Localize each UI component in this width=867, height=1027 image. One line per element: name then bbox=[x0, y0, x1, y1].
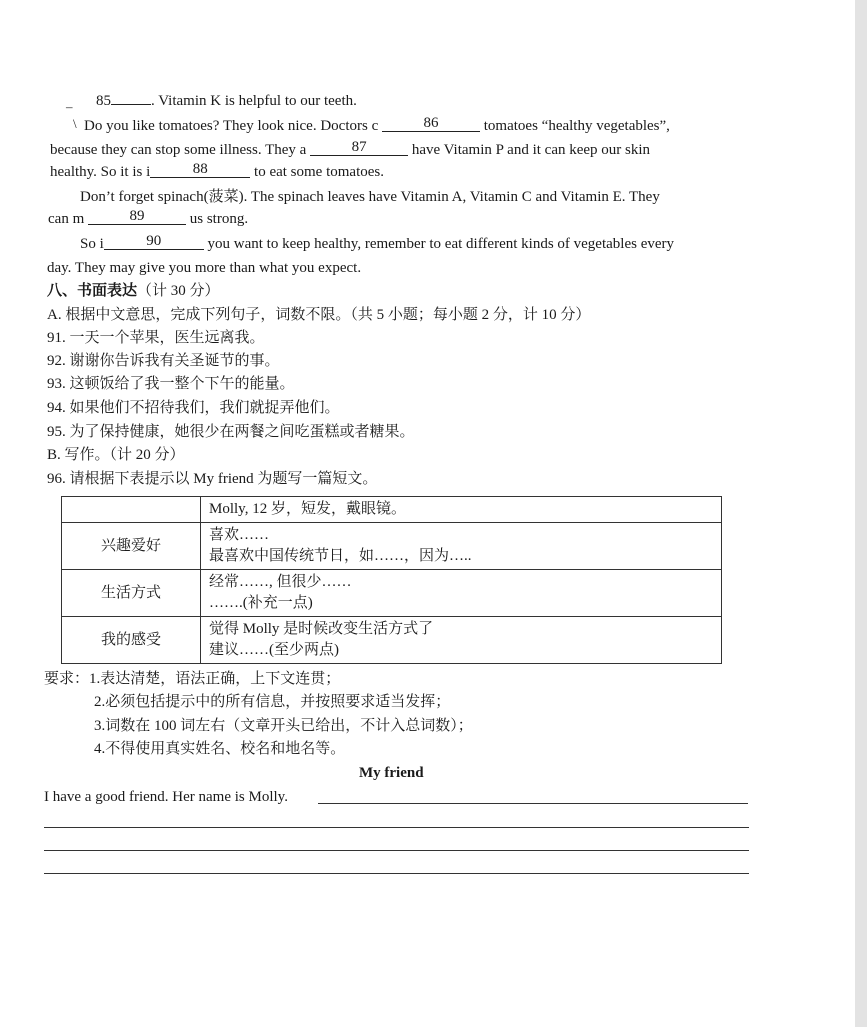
cloze-p3-line2: can m 89 us strong. bbox=[48, 208, 249, 227]
table-label bbox=[62, 497, 201, 523]
question-96: 96. 请根据下表提示以 My friend 为题写一篇短文。 bbox=[47, 471, 378, 487]
writing-line[interactable] bbox=[44, 873, 749, 874]
requirement-3: 3.词数在 100 词左右（文章开头已给出，不计入总词数）； bbox=[94, 718, 473, 734]
writing-line[interactable] bbox=[44, 850, 749, 851]
cloze-p4-line2: day. They may give you more than what you expect. bbox=[47, 260, 362, 276]
margin-mark: \ bbox=[73, 116, 77, 131]
blank-87: 87 bbox=[351, 139, 367, 155]
writing-line[interactable] bbox=[44, 827, 749, 828]
page-edge-bar bbox=[855, 0, 867, 1027]
table-row bbox=[62, 497, 722, 523]
cloze-q85: 85 . Vitamin K is helpful to our teeth. bbox=[96, 90, 357, 111]
table-label: 兴趣爱好 bbox=[62, 523, 201, 570]
cloze-p2-line2: because they can stop some illness. They a 87 have Vitamin P and it can keep our skin bbox=[50, 139, 651, 158]
blank-86: 86 bbox=[423, 115, 439, 131]
table-label: 我的感受 bbox=[62, 617, 201, 664]
question-94: 94. 如果他们不招待我们，我们就捉弄他们。 bbox=[47, 400, 340, 416]
requirement-2: 2.必须包括提示中的所有信息，并按照要求适当发挥； bbox=[94, 694, 451, 710]
hint-table bbox=[61, 496, 722, 664]
cloze-p4-line1: So i 90 you want to keep healthy, remember to eat different kinds of vegetables every bbox=[80, 233, 675, 252]
requirement-1: 要求：1.表达清楚，语法正确，上下文连贯； bbox=[44, 671, 341, 687]
section-title: 八、书面表达（计 30 分） bbox=[47, 283, 220, 299]
table-cell: 经常……, 但很少…… …….(补充一点) bbox=[201, 570, 722, 617]
table-row bbox=[62, 617, 722, 664]
question-93: 93. 这顿饭给了我一整个下午的能量。 bbox=[47, 376, 295, 392]
writing-line[interactable] bbox=[318, 803, 748, 804]
question-92: 92. 谢谢你告诉我有关圣诞节的事。 bbox=[47, 353, 280, 369]
table-row bbox=[62, 570, 722, 617]
cloze-p2-line3: healthy. So it is i 88 to eat some tomatoes. bbox=[50, 161, 384, 180]
table-cell: 喜欢…… 最喜欢中国传统节日，如……，因为….. bbox=[201, 523, 722, 570]
question-95: 95. 为了保持健康，她很少在两餐之间吃蛋糕或者糖果。 bbox=[47, 424, 415, 440]
blank-89: 89 bbox=[129, 208, 145, 224]
question-91: 91. 一天一个苹果，医生远离我。 bbox=[47, 330, 265, 346]
essay-opening: I have a good friend. Her name is Molly. bbox=[44, 789, 288, 805]
blank-90: 90 bbox=[146, 233, 162, 249]
blank-88: 88 bbox=[192, 161, 208, 177]
essay-title: My friend bbox=[359, 765, 424, 781]
part-a-instruction: A. 根据中文意思，完成下列句子，词数不限。（共 5 小题；每小题 2 分，计 10 分） bbox=[47, 307, 591, 323]
table-cell: Molly, 12 岁，短发，戴眼镜。 bbox=[201, 497, 722, 523]
cloze-p3-line1: Don’t forget spinach(菠菜). The spinach leaves have Vitamin A, Vitamin C and Vitamin E. They bbox=[80, 189, 660, 205]
cloze-p2-line1: Do you like tomatoes? They look nice. Doctors c 86 tomatoes “healthy vegetables”, bbox=[84, 115, 670, 134]
table-row bbox=[62, 523, 722, 570]
part-b-instruction: B. 写作。（计 20 分） bbox=[47, 447, 185, 463]
table-cell: 觉得 Molly 是时候改变生活方式了 建议……(至少两点) bbox=[201, 617, 722, 664]
margin-mark: – bbox=[66, 99, 73, 114]
table-label: 生活方式 bbox=[62, 570, 201, 617]
requirement-4: 4.不得使用真实姓名、校名和地名等。 bbox=[94, 741, 346, 757]
